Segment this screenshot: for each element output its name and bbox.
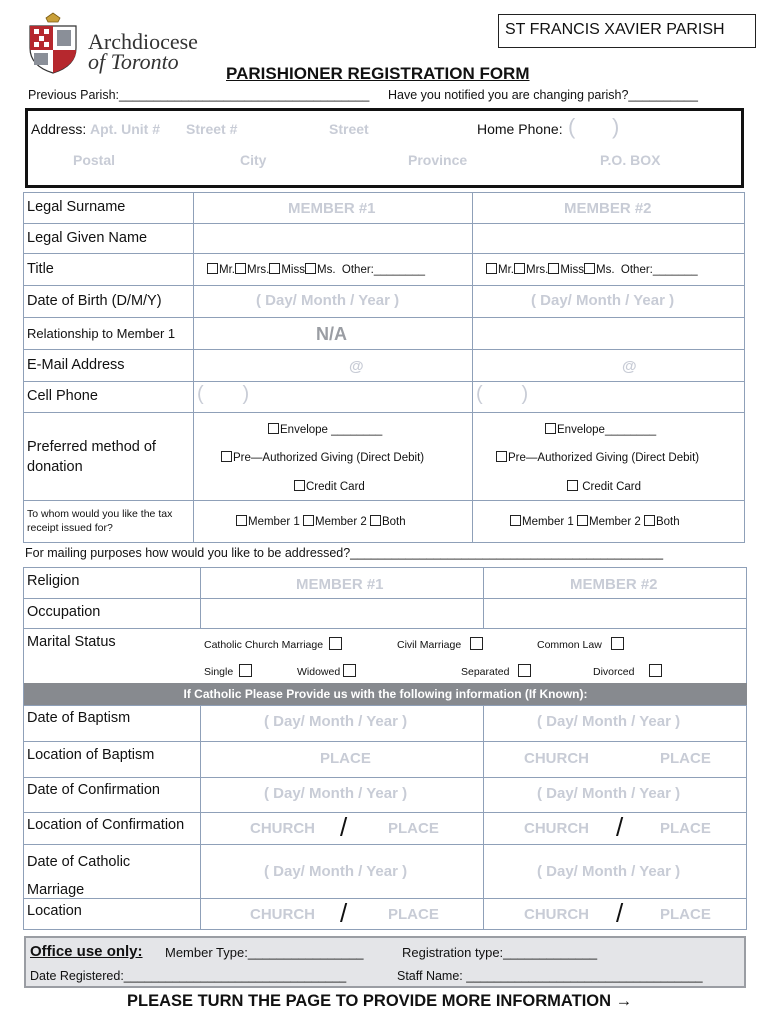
single-checkbox[interactable] (239, 664, 252, 677)
common-law-option[interactable]: Common Law (537, 637, 624, 651)
confirmation-date-label: Date of Confirmation (27, 782, 160, 798)
credit-card-m2[interactable]: Credit Card (567, 480, 641, 493)
baptism-location-label: Location of Baptism (27, 747, 155, 763)
cell-phone-label: Cell Phone (27, 388, 98, 404)
ms-checkbox[interactable] (584, 263, 595, 274)
baptism-date-m2[interactable]: ( Day/ Month / Year ) (537, 713, 681, 730)
widowed-checkbox[interactable] (343, 664, 356, 677)
miss-checkbox[interactable] (548, 263, 559, 274)
po-box-placeholder: P.O. BOX (600, 152, 661, 168)
location-slash-m2: / (616, 898, 624, 928)
credit-card-m1[interactable]: Credit Card (294, 480, 365, 493)
member1-header-2: MEMBER #1 (296, 576, 384, 593)
home-phone-paren[interactable]: ( ) (568, 114, 620, 139)
footer-instruction: PLEASE TURN THE PAGE TO PROVIDE MORE INFORMATION → (127, 992, 633, 1010)
postal-placeholder: Postal (73, 152, 116, 168)
marital-status-label: Marital Status (27, 634, 116, 650)
credit-card-checkbox[interactable] (567, 480, 578, 491)
occupation-label: Occupation (27, 604, 101, 620)
cell-m2-paren[interactable]: ( ) (476, 383, 529, 405)
confirmation-church-m1[interactable]: CHURCH (250, 820, 315, 837)
ms-checkbox[interactable] (305, 263, 316, 274)
mrs-checkbox[interactable] (235, 263, 246, 274)
dob-m1-placeholder[interactable]: ( Day/ Month / Year ) (256, 292, 400, 309)
divorced-option[interactable]: Divorced (593, 664, 662, 678)
email-label: E-Mail Address (27, 357, 125, 373)
location-slash-m1: / (340, 898, 348, 928)
confirmation-place-m2[interactable]: PLACE (660, 820, 711, 837)
title-options-m2[interactable]: Mr. Mrs. Miss Ms. Other:_______ (486, 263, 698, 276)
marriage-date-m2[interactable]: ( Day/ Month / Year ) (537, 863, 681, 880)
location-place-m1[interactable]: PLACE (388, 906, 439, 923)
cell-m1-paren[interactable]: ( ) (197, 383, 250, 405)
preauth-m2[interactable]: Pre—Authorized Giving (Direct Debit) (496, 451, 699, 464)
confirmation-slash-m2: / (616, 812, 624, 842)
member1-header: MEMBER #1 (288, 200, 376, 217)
staff-name-field[interactable]: Staff Name: __________________________________ (397, 969, 703, 983)
legal-surname-label: Legal Surname (27, 199, 126, 215)
tax-options-m1[interactable]: Member 1 Member 2 Both (236, 515, 406, 528)
civil-marriage-option[interactable]: Civil Marriage (397, 637, 483, 651)
envelope-m1[interactable]: Envelope ________ (268, 423, 382, 436)
baptism-place-m1[interactable]: PLACE (320, 750, 371, 767)
preauth-checkbox[interactable] (496, 451, 507, 462)
common-law-checkbox[interactable] (611, 637, 624, 650)
street-number-placeholder: Street # (186, 121, 238, 137)
location-church-m1[interactable]: CHURCH (250, 906, 315, 923)
org-line1: Archdiocese (88, 29, 198, 54)
preauth-checkbox[interactable] (221, 451, 232, 462)
email-m2-at[interactable]: @ (622, 358, 637, 375)
dob-m2-placeholder[interactable]: ( Day/ Month / Year ) (531, 292, 675, 309)
address-label: Address: (31, 121, 87, 137)
parish-name: ST FRANCIS XAVIER PARISH (505, 21, 725, 38)
member2-header-2: MEMBER #2 (570, 576, 658, 593)
previous-parish-field[interactable]: Previous Parish:____________________________________ (28, 88, 370, 102)
home-phone-label: Home Phone: (477, 121, 563, 137)
confirmation-slash-m1: / (340, 812, 348, 842)
baptism-place-m2[interactable]: PLACE (660, 750, 711, 767)
member1-checkbox[interactable] (236, 515, 247, 526)
member2-header: MEMBER #2 (564, 200, 652, 217)
member2-checkbox[interactable] (577, 515, 588, 526)
location-place-m2[interactable]: PLACE (660, 906, 711, 923)
catholic-banner (24, 683, 747, 705)
mr-checkbox[interactable] (486, 263, 497, 274)
baptism-church-m2[interactable]: CHURCH (524, 750, 589, 767)
relationship-label: Relationship to Member 1 (27, 326, 176, 341)
date-registered-field[interactable]: Date Registered:________________________________ (30, 969, 347, 983)
catholic-marriage-option[interactable]: Catholic Church Marriage (204, 637, 342, 651)
single-option[interactable]: Single (204, 664, 252, 678)
member-type-field[interactable]: Member Type:________________ (165, 945, 364, 960)
divorced-checkbox[interactable] (649, 664, 662, 677)
province-placeholder: Province (408, 152, 468, 168)
member1-checkbox[interactable] (510, 515, 521, 526)
legal-given-name-label: Legal Given Name (27, 230, 148, 246)
marriage-date-label: Date of Catholic Marriage (27, 854, 131, 898)
preauth-m1[interactable]: Pre—Authorized Giving (Direct Debit) (221, 451, 424, 464)
notified-field[interactable]: Have you notified you are changing parish?__________ (388, 88, 698, 102)
both-checkbox[interactable] (370, 515, 381, 526)
na-text: N/A (316, 324, 347, 344)
religion-label: Religion (27, 573, 80, 589)
tax-options-m2[interactable]: Member 1 Member 2 Both (510, 515, 680, 528)
envelope-m2[interactable]: Envelope________ (545, 423, 656, 436)
confirmation-date-m2[interactable]: ( Day/ Month / Year ) (537, 785, 681, 802)
form-title: PARISHIONER REGISTRATION FORM (226, 64, 530, 83)
mr-checkbox[interactable] (207, 263, 218, 274)
street-placeholder: Street (329, 121, 369, 137)
baptism-date-label: Date of Baptism (27, 710, 131, 726)
title-options-m1[interactable]: Mr. Mrs. Miss Ms. Other:________ (207, 263, 425, 276)
member2-checkbox[interactable] (303, 515, 314, 526)
separated-checkbox[interactable] (518, 664, 531, 677)
catholic-banner-text: If Catholic Please Provide us with the following information (If Known): (183, 687, 588, 701)
marriage-date-m1[interactable]: ( Day/ Month / Year ) (264, 863, 408, 880)
miss-checkbox[interactable] (269, 263, 280, 274)
org-line2: of Toronto (88, 49, 179, 74)
dob-label: Date of Birth (D/M/Y) (27, 293, 162, 309)
city-placeholder: City (240, 152, 267, 168)
baptism-date-m1[interactable]: ( Day/ Month / Year ) (264, 713, 408, 730)
office-use-title: Office use only: (30, 943, 143, 960)
confirmation-place-m1[interactable]: PLACE (388, 820, 439, 837)
registration-type-field[interactable]: Registration type:_____________ (402, 945, 598, 960)
confirmation-church-m2[interactable]: CHURCH (524, 820, 589, 837)
mrs-checkbox[interactable] (514, 263, 525, 274)
mailing-field[interactable]: For mailing purposes how would you like to be addressed?_____________________________________________ (25, 546, 664, 560)
location-label: Location (27, 903, 82, 919)
widowed-option[interactable]: Widowed (297, 664, 356, 678)
envelope-checkbox[interactable] (268, 423, 279, 434)
civil-marriage-checkbox[interactable] (470, 637, 483, 650)
title-label: Title (27, 261, 54, 277)
tax-receipt-label: To whom would you like the tax receipt issued for? (27, 508, 173, 534)
location-church-m2[interactable]: CHURCH (524, 906, 589, 923)
email-m1-at[interactable]: @ (349, 358, 364, 375)
catholic-marriage-checkbox[interactable] (329, 637, 342, 650)
envelope-checkbox[interactable] (545, 423, 556, 434)
confirmation-date-m1[interactable]: ( Day/ Month / Year ) (264, 785, 408, 802)
separated-option[interactable]: Separated (461, 664, 531, 678)
credit-card-checkbox[interactable] (294, 480, 305, 491)
donation-label: Preferred method of donation (27, 439, 156, 475)
apt-placeholder: Apt. Unit # (90, 121, 160, 137)
both-checkbox[interactable] (644, 515, 655, 526)
confirmation-location-label: Location of Confirmation (27, 817, 185, 833)
